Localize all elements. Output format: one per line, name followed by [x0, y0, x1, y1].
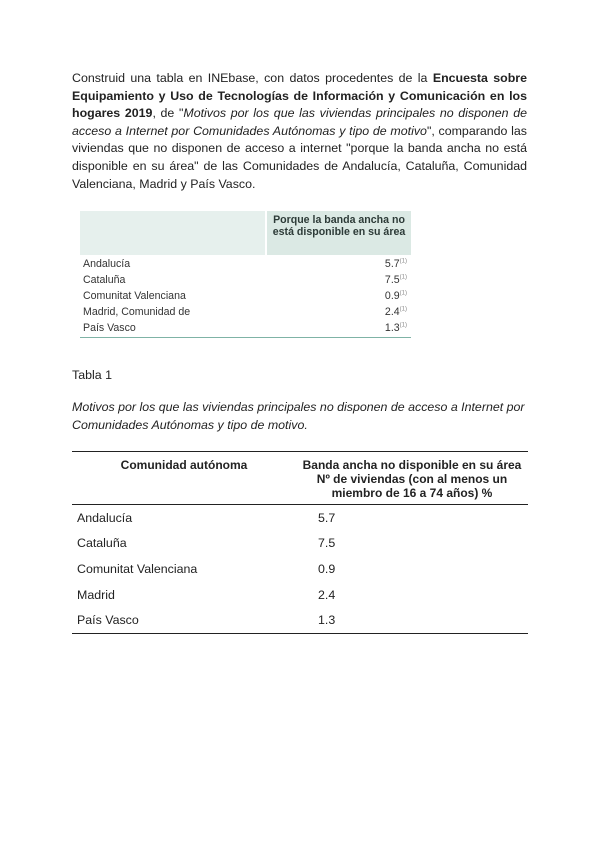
inebase-row-value: 1.3$^{(1)}$ — [384, 322, 407, 334]
inebase-row — [80, 273, 411, 288]
inebase-row-value: 7.5$^{(1)}$ — [384, 274, 407, 286]
footnote-mark: (1) — [399, 322, 407, 329]
footnote-mark: (1) — [399, 290, 407, 297]
value-cell: 2.4 — [318, 587, 336, 602]
table-caption: Motivos por los que las viviendas principales no disponen de acceso a Internet por Comunidades Autónomas y tipo de motivo. — [72, 400, 525, 432]
inebase-row-value: 5.7$^{(1)}$ — [384, 258, 407, 270]
survey-name: Encuesta sobre Equipamiento y Uso de Tecnologías de Información y Comunicación en los hogares 2019 — [72, 71, 528, 121]
column-header-value: Banda ancha no disponible en su área Nº de viviendas (con al menos un miembro de 16 a 74 años) % — [302, 458, 522, 500]
table-row — [72, 556, 528, 582]
inebase-row-value: 0.9$^{(1)}$ — [384, 290, 407, 302]
table-title-reference: Motivos por los que las viviendas principales no disponen de acceso a Internet por Comunidades Autónomas y tipo de motivo — [72, 106, 528, 138]
inebase-row — [80, 257, 411, 272]
inebase-row-label: Cataluña — [83, 274, 126, 286]
inebase-row — [80, 321, 411, 336]
inebase-row — [80, 289, 411, 304]
table-row — [72, 582, 528, 608]
table-row — [72, 505, 528, 531]
table-row — [72, 607, 528, 633]
intro-text-3: ", comparando las viviendas que no disponen de acceso a internet "porque la banda ancha no está disponible en su área" de las Comunidades de Andalucía, Cataluña, Comunidad Valenciana, Madrid y País Vasco. — [72, 123, 527, 191]
table-row — [72, 531, 528, 557]
column-header-region: Comunidad autónoma — [120, 458, 248, 472]
value-cell: 1.3 — [318, 613, 336, 628]
table-number: Tabla 1 — [72, 368, 112, 382]
region-cell: Cataluña — [77, 536, 127, 551]
region-cell: Madrid — [77, 587, 115, 602]
inebase-row-label: País Vasco — [83, 322, 136, 334]
intro-paragraph — [72, 70, 527, 193]
region-cell: Andalucía — [77, 510, 133, 525]
intro-text-2: , de " — [152, 106, 184, 121]
inebase-table-screenshot — [80, 211, 411, 338]
data-table — [72, 451, 528, 634]
intro-text-1: Construid una tabla en INEbase, con datos procedentes de la — [72, 71, 433, 85]
inebase-row-label: Andalucía — [83, 258, 131, 270]
inebase-row — [80, 305, 411, 320]
region-cell: País Vasco — [77, 613, 139, 628]
inebase-row-label: Madrid, Comunidad de — [83, 306, 191, 318]
inebase-table-header — [80, 211, 411, 255]
footnote-mark: (1) — [399, 274, 407, 281]
value-cell: 0.9 — [318, 561, 336, 576]
inebase-row-value: 2.4$^{(1)}$ — [384, 306, 407, 318]
inebase-header-blank — [80, 211, 265, 255]
table-header-row — [72, 452, 528, 505]
footnote-mark: (1) — [399, 306, 407, 313]
value-cell: 5.7 — [318, 510, 336, 525]
region-cell: Comunitat Valenciana — [77, 561, 198, 576]
footnote-mark: (1) — [399, 258, 407, 265]
inebase-row-label: Comunitat Valenciana — [83, 290, 186, 302]
value-cell: 7.5 — [318, 536, 336, 551]
inebase-column-header: Porque la banda ancha no está disponible en su área — [267, 211, 411, 255]
